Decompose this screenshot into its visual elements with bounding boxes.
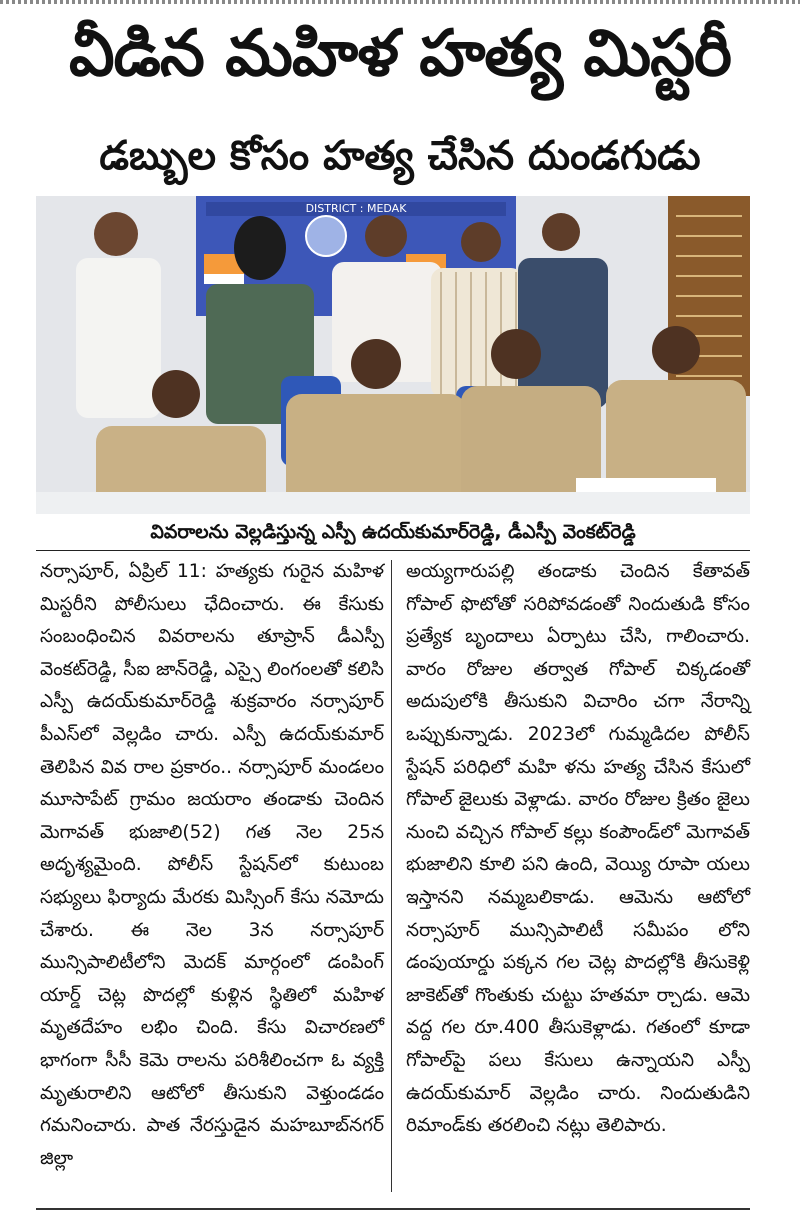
top-border xyxy=(0,0,800,4)
headline: వీడిన మహిళ హత్య మిస్టరీ xyxy=(69,17,731,91)
article-paragraph: నర్సాపూర్, ఏప్రిల్ 11: హత్యకు గురైన మహిళ మిస్టరీని పోలీసులు ఛేదించారు. ఈ కేసుకు సంబంధించిన వివరాలను తూప్రాన్ డీఎస్పీ వెంకట్‌రెడ్డి, సీఐ జాన్‌రెడ్డి, ఎస్సై లింగంలతో కలిసి ఎస్పీ ఉదయ్‌కుమార్‌రెడ్డి శుక్రవారం నర్సాపూర్ పీఎస్‌లో వెల్లడిం చారు. ఎస్పీ ఉదయ్‌కుమార్ తెలిపిన వివ రాల ప్రకారం.. నర్సాపూర్ మండలం మూసాపేట్ గ్రామం జయరాం తండాకు చెందిన మెగావత్ భుజాలి(52) గత నెల 25న అదృశ్యమైంది. పోలీస్ స్టేషన్‌లో కుటుంబ సభ్యులు ఫిర్యాదు మేరకు మిస్సింగ్ కేసు నమోదు చేశారు. ఈ నెల 3న నర్సాపూర్ మున్సిపాలిటీలోని మెదక్ మార్గంలో డంపింగ్ యార్డ్ చెట్ల పొదల్లో కుళ్లిన స్థితిలో మహిళ మృతదేహం లభిం చింది. కేసు విచారణలో భాగంగా సీసీ కెమె రాలను పరిశీలించగా ఓ వ్యక్తి మృతురాలిని ఆటోలో తీసుకుని వెళ్తుండడం గమనించారు. పాత నేరస్తుడైన మహబూబ్‌నగర్ జిల్లా xyxy=(40,561,384,1169)
photo-caption: వివరాలను వెల్లడిస్తున్న ఎస్పీ ఉదయ్‌కుమార్‌రెడ్డి, డీఎస్పీ వెంకట్‌రెడ్డి xyxy=(36,514,750,551)
news-photo xyxy=(36,196,750,514)
article-column-right xyxy=(406,556,750,1143)
subheadline: డబ్బుల కోసం హత్య చేసిన దుండగుడు xyxy=(99,133,701,179)
article-column-left xyxy=(40,556,384,1175)
bottom-rule xyxy=(36,1208,750,1210)
column-divider xyxy=(391,560,392,1192)
article-paragraph: అయ్యగారుపల్లి తండాకు చెందిన కేతావత్ గోపాల్ ఫొటోతో సరిపోవడంతో నిందుతుడి కోసం ప్రత్యేక బృందాలు ఏర్పాటు చేసి, గాలించారు. వారం రోజుల తర్వాత గోపాల్ చిక్కడంతో అదుపులోకి తీసుకుని విచారిం చగా నేరాన్ని ఒప్పుకున్నాడు. 2023లో గుమ్మడిదల పోలీస్ స్టేషన్ పరిధిలో మహి ళను హత్య చేసిన కేసులో గోపాల్ జైలుకు వెళ్లాడు. వారం రోజుల క్రితం జైలు నుంచి వచ్చిన గోపాల్ కల్లు కంపౌండ్‌లో మెగావత్ భుజాలిని కూలి పని ఉంది, వెయ్యి రూపా యలు ఇస్తానని నమ్మబలికాడు. ఆమెను ఆటోలో నర్సాపూర్ మున్సిపాలిటీ సమీపం లోని డంపుయార్డు పక్కన గల చెట్ల పొదల్లోకి తీసుకెళ్లి జాకెట్‌తో గొంతుకు చుట్టు హతమా ర్చాడు. ఆమె వద్ద గల రూ.400 తీసుకెళ్లాడు. గతంలో కూడా గోపాల్‌పై పలు కేసులు ఉన్నాయని ఎస్పీ ఉదయ్‌కుమార్ వెల్లడిం చారు. నిందుతుడిని రిమాండ్‌కు తరలించి నట్లు తెలిపారు. xyxy=(406,561,750,1137)
backdrop-text: DISTRICT : MEDAK xyxy=(305,202,407,215)
